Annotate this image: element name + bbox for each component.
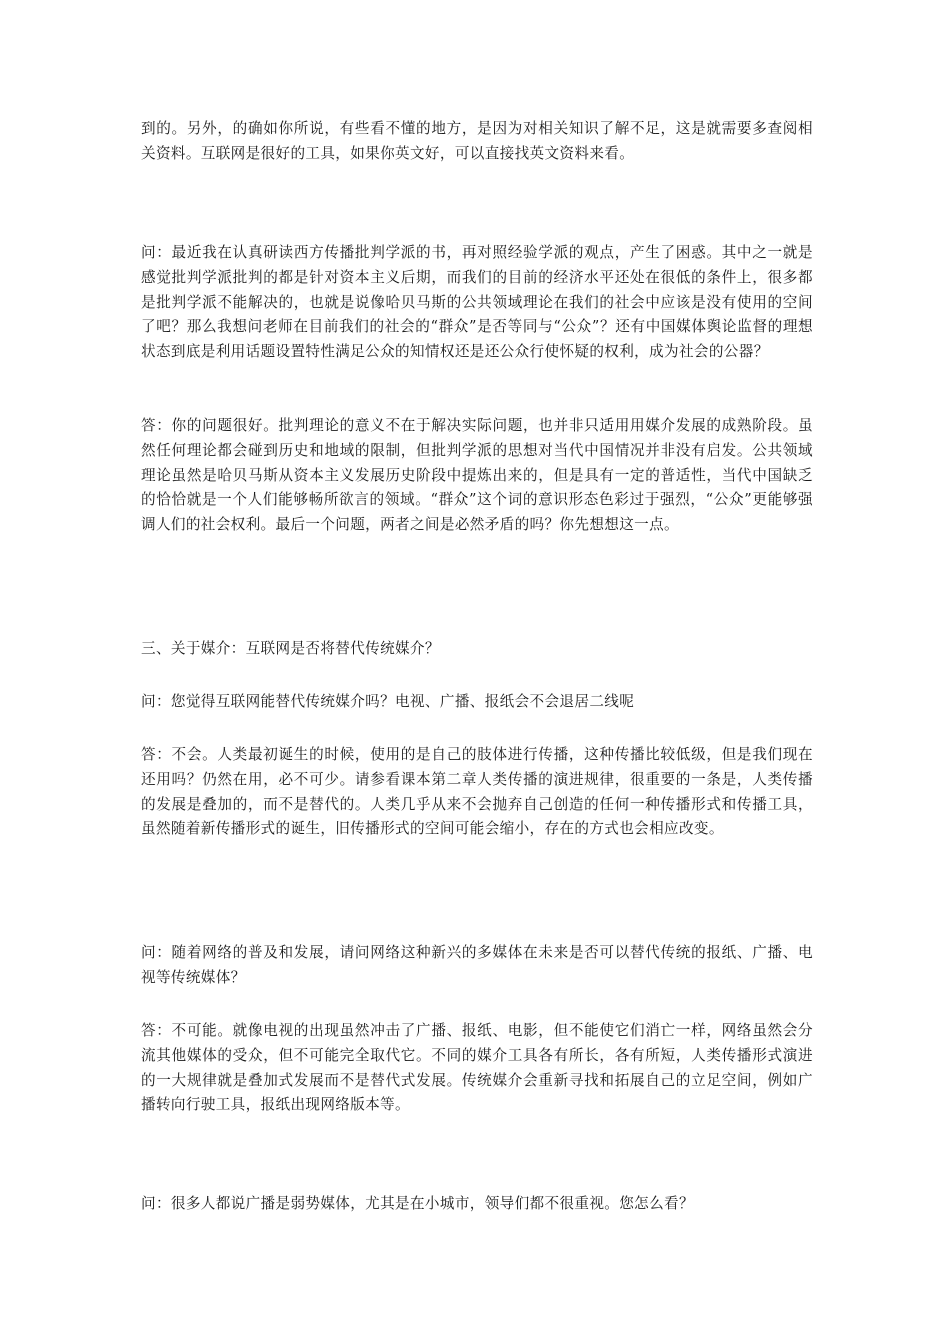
answer-internet-replace-paragraph: 答：不会。人类最初诞生的时候，使用的是自己的肢体进行传播，这种传播比较低级，但是我们现在还用吗？仍然在用，必不可少。请参看课本第二章人类传播的演进规律，很重要的一条是，人类传播的发展是叠加的，而不是替代的。人类几乎从来不会抛弃自己创造的任何一种传播形式和传播工具，虽然随着新传播形式的诞生，旧传播形式的空间可能会缩小，存在的方式也会相应改变。 [141,746,813,838]
answer-continuation-paragraph: 到的。另外，的确如你所说，有些看不懂的地方，是因为对相关知识了解不足，这是就需要多查阅相关资料。互联网是很好的工具，如果你英文好，可以直接找英文资料来看。 [141,120,813,162]
answer-network-media-paragraph: 答：不可能。就像电视的出现虽然冲击了广播、报纸、电影，但不能使它们消亡一样，网络虽然会分流其他媒体的受众，但不可能完全取代它。不同的媒介工具各有所长，各有所短，人类传播形式演进的一大规律就是叠加式发展而不是替代式发展。传统媒介会重新寻找和拓展自己的立足空间，例如广播转向行驶工具，报纸出现网络版本等。 [141,1022,813,1114]
answer-critical-school-paragraph: 答：你的问题很好。批判理论的意义不在于解决实际问题，也并非只适用用媒介发展的成熟阶段。虽然任何理论都会碰到历史和地域的限制，但批判学派的思想对当代中国情况并非没有启发。公共领域理论虽然是哈贝马斯从资本主义发展历史阶段中提炼出来的，但是具有一定的普适性，当代中国缺乏的恰恰就是一个人们能够畅所欲言的领域。“群众”这个词的意识形态色彩过于强烈，“公众”更能够强调人们的社会权利。最后一个问题，两者之间是必然矛盾的吗？你先想想这一点。 [141,417,813,534]
question-radio-paragraph: 问：很多人都说广播是弱势媒体，尤其是在小城市，领导们都不很重视。您怎么看？ [141,1195,694,1212]
question-network-media-paragraph: 问：随着网络的普及和发展，请问网络这种新兴的多媒体在未来是否可以替代传统的报纸、广播、电视等传统媒体？ [141,944,813,986]
section-heading: 三、关于媒介：互联网是否将替代传统媒介？ [141,640,440,657]
question-internet-replace-paragraph: 问：您觉得互联网能替代传统媒介吗？电视、广播、报纸会不会退居二线呢 [141,693,635,710]
question-critical-school-paragraph: 问：最近我在认真研读西方传播批判学派的书，再对照经验学派的观点，产生了困惑。其中之一就是感觉批判学派批判的都是针对资本主义后期，而我们的目前的经济水平还处在很低的条件上，很多都是批判学派不能解决的，也就是说像哈贝马斯的公共领域理论在我们的社会中应该是没有使用的空间了吧？那么我想问老师在目前我们的社会的“群众”是否等同与“公众”？还有中国媒体舆论监督的理想状态到底是利用话题设置特性满足公众的知情权还是还公众行使怀疑的权利，成为社会的公器？ [141,244,813,361]
